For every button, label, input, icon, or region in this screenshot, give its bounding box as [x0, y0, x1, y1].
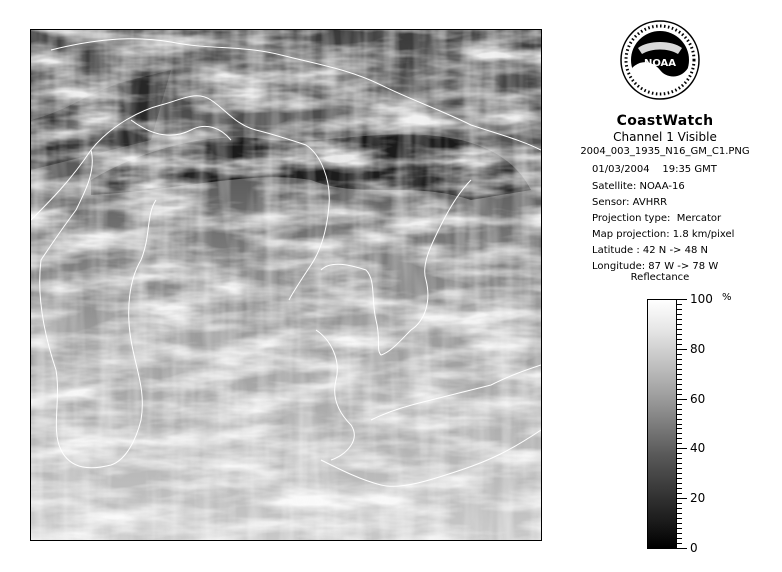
colorbar-tick	[677, 548, 687, 549]
colorbar-tick	[677, 409, 682, 410]
colorbar-tick	[677, 374, 682, 375]
colorbar-tick	[677, 523, 682, 524]
colorbar-tick	[677, 344, 682, 345]
reflectance-colorbar	[647, 299, 677, 549]
product-title: CoastWatch	[616, 113, 714, 129]
colorbar-tick-label: 40	[690, 441, 706, 456]
noaa-seal-icon	[620, 18, 700, 104]
colorbar-tick	[677, 304, 682, 305]
colorbar-tick-label: 60	[690, 391, 706, 406]
colorbar-tick	[677, 538, 682, 539]
colorbar-tick	[677, 399, 687, 400]
colorbar-tick	[677, 518, 682, 519]
colorbar-tick	[677, 508, 682, 509]
colorbar-tick	[677, 394, 682, 395]
colorbar-tick	[677, 498, 687, 499]
colorbar-tick	[677, 483, 682, 484]
colorbar-tick	[677, 448, 687, 449]
colorbar-tick	[677, 438, 682, 439]
legend-title: Reflectance	[630, 272, 690, 283]
colorbar-tick	[677, 528, 682, 529]
map-projection-text: Map projection: 1.8 km/pixel	[592, 229, 735, 240]
colorbar-tick	[677, 543, 682, 544]
colorbar-tick	[677, 433, 682, 434]
colorbar-tick	[677, 334, 682, 335]
colorbar-tick-label: 80	[690, 341, 706, 356]
colorbar-tick	[677, 493, 682, 494]
colorbar-tick	[677, 364, 682, 365]
colorbar-tick-label: 0	[690, 541, 698, 555]
cloud-streaks	[31, 30, 541, 540]
colorbar-tick	[677, 319, 682, 320]
colorbar-tick	[677, 428, 682, 429]
satellite-map-svg	[31, 30, 541, 540]
colorbar-tick	[677, 478, 682, 479]
datetime-text: 01/03/2004 19:35 GMT	[592, 164, 717, 175]
satellite-image	[30, 29, 542, 541]
colorbar-tick	[677, 419, 682, 420]
projection-type-text: Projection type: Mercator	[592, 213, 722, 224]
colorbar-tick	[677, 453, 682, 454]
colorbar-tick	[677, 314, 682, 315]
colorbar-tick	[677, 329, 682, 330]
colorbar-tick	[677, 359, 682, 360]
colorbar-tick	[677, 324, 682, 325]
colorbar-tick	[677, 468, 682, 469]
colorbar-tick	[677, 299, 687, 300]
colorbar-tick	[677, 458, 682, 459]
colorbar-tick	[677, 443, 682, 444]
colorbar-tick	[677, 404, 682, 405]
colorbar-tick	[677, 369, 682, 370]
colorbar-tick	[677, 503, 682, 504]
noaa-logo	[620, 18, 700, 104]
channel-subtitle: Channel 1 Visible	[613, 130, 717, 144]
legend-unit: %	[722, 292, 732, 303]
latitude-text: Latitude : 42 N -> 48 N	[592, 245, 708, 256]
colorbar-tick	[677, 354, 682, 355]
colorbar-tick	[677, 384, 682, 385]
colorbar-tick-label: 100	[690, 292, 713, 306]
colorbar-tick	[677, 309, 682, 310]
colorbar-tick	[677, 533, 682, 534]
satellite-text: Satellite: NOAA-16	[592, 181, 685, 192]
colorbar-tick	[677, 513, 682, 514]
colorbar-tick	[677, 424, 682, 425]
colorbar-tick	[677, 488, 682, 489]
logo-text: NOAA	[643, 58, 677, 69]
colorbar-tick	[677, 389, 682, 390]
colorbar-tick	[677, 473, 682, 474]
file-name: 2004_003_1935_N16_GM_C1.PNG	[580, 146, 750, 157]
colorbar-tick	[677, 379, 682, 380]
longitude-text: Longitude: 87 W -> 78 W	[592, 261, 719, 272]
colorbar-tick-label: 20	[690, 491, 706, 506]
colorbar-tick	[677, 463, 682, 464]
sensor-text: Sensor: AVHRR	[592, 197, 668, 208]
colorbar-tick	[677, 414, 682, 415]
colorbar-tick	[677, 339, 682, 340]
colorbar-tick	[677, 349, 687, 350]
